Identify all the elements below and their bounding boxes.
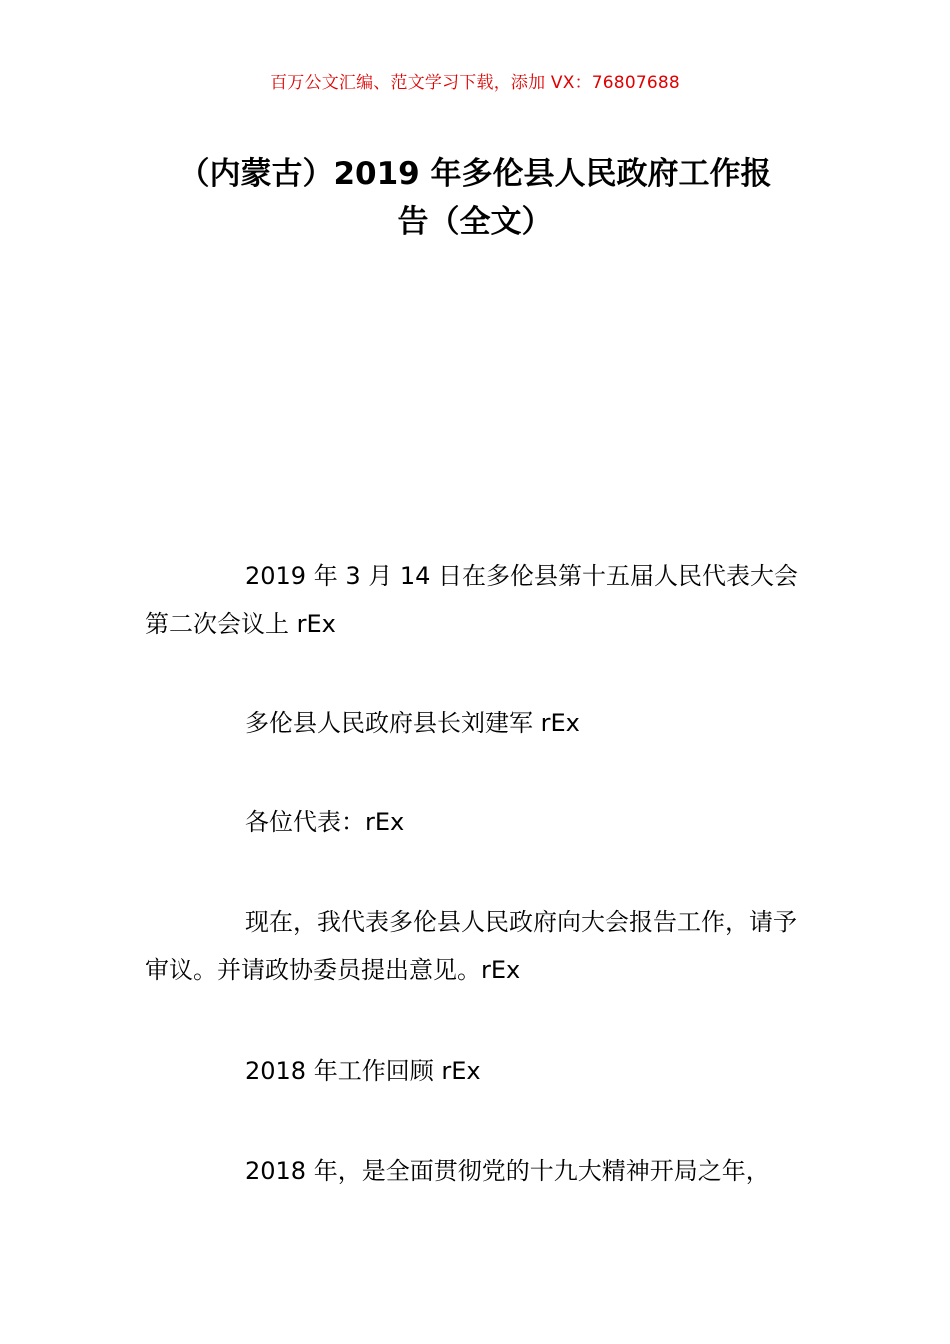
document-title — [145, 150, 805, 246]
document-title-line-1: （内蒙古）2019 年多伦县人民政府工作报 — [178, 156, 772, 192]
salutation-paragraph: 各位代表：rEx — [245, 808, 405, 836]
speaker-paragraph: 多伦县人民政府县长刘建军 rEx — [245, 709, 580, 737]
section-heading-review: 2018 年工作回顾 rEx — [245, 1057, 481, 1085]
review-paragraph: 2018 年，是全面贯彻党的十九大精神开局之年， — [245, 1157, 770, 1185]
document-title-line-2: 告（全文） — [397, 204, 553, 240]
intro-paragraph: 现在，我代表多伦县人民政府向大会报告工作，请予审议。并请政协委员提出意见。rEx — [145, 908, 797, 984]
meeting-info-paragraph: 2019 年 3 月 14 日在多伦县第十五届人民代表大会第二次会议上 rEx — [145, 562, 799, 638]
download-notice: 百万公文汇编、范文学习下载，添加 VX：76807688 — [270, 73, 680, 93]
